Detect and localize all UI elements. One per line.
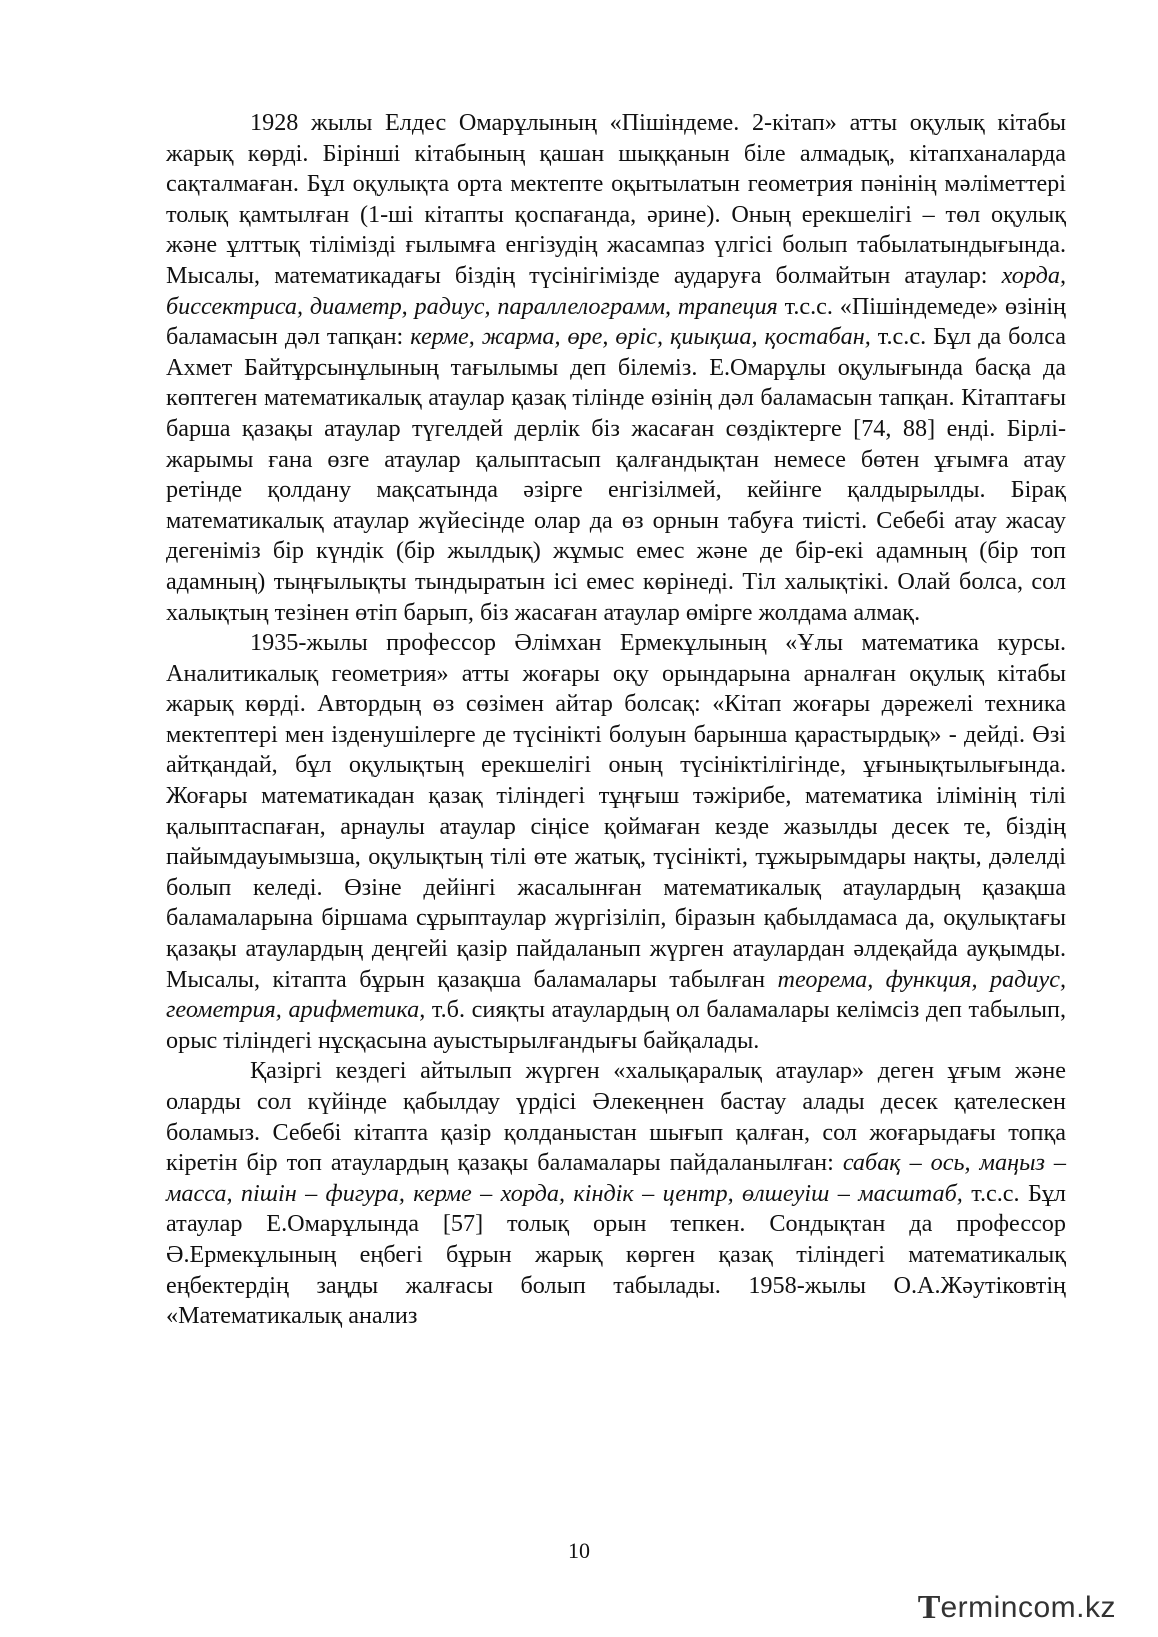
text-run: Қазіргі кездегі айтылып жүрген «халықаралық атаулар» деген ұғым және оларды сол күйінде қабылдау үрдісі Әлекеңнен бастау алады десек қателескен боламыз. Себебі кітапта қазір қолданыстан шығып қалған, сол жоғарыдағы топқа кіретін бір топ атаулардың қазақы баламалары пайдаланылған: xyxy=(166,1057,1066,1177)
italic-term-run: хорда, биссектриса, диаметр, радиус, параллелограмм, трапеция xyxy=(166,261,1066,320)
text-run: 1928 жылы Елдес Омарұлының «Пішіндеме. 2-кітап» атты оқулық кітабы жарық көрді. Бірінші кітабының қашан шыққанын біле алмадық, кітапханаларда сақталмаған. Бұл оқулықта орта мектепте оқытылатын геометрия пәнінің мәліметтері толық қамтылған (1-ші кітапты қоспағанда, әрине). Оның ерекшелігі – төл оқулық және ұлттық тілімізді ғылымға енгізудің жасампаз үлгісі болып табылатындығында. Мысалы, математикадағы біздің түсінігімізде аударуға болмайтын атаулар: xyxy=(166,109,1066,289)
document-body xyxy=(166,108,1066,1332)
paragraph-3 xyxy=(166,1056,1066,1331)
text-run: т.с.с. Бұл атаулар Е.Омарұлында [57] толық орын тепкен. Сондықтан да профессор Ә.Ермекұлының еңбегі бұрын жарық көрген қазақ тіліндегі математикалық еңбектердің заңды жалғасы болып табылады. 1958-жылы О.А.Жәутіковтің «Математикалық анализ xyxy=(166,1179,1066,1330)
text-run: т.б. сияқты атаулардың ол баламалары келімсіз деп табылып, орыс тіліндегі нұсқасына ауыстырылғандығы байқалады. xyxy=(166,996,1066,1054)
terminkom-logo xyxy=(918,1588,1116,1628)
logo-text: ermincom.kz xyxy=(940,1591,1116,1624)
italic-term-run: керме, жарма, өре, өріс, қиықша, қостабан, xyxy=(410,323,871,351)
italic-term-run: теорема, функция, радиус, геометрия, арифметика, xyxy=(166,965,1066,1024)
paragraph-2 xyxy=(166,628,1066,1056)
page-number: 10 xyxy=(568,1538,590,1563)
paragraph-1 xyxy=(166,108,1066,628)
text-run: т.с.с. «Пішіндемеде» өзінің баламасын дәл тапқан: xyxy=(166,292,1067,351)
italic-term-run: сабақ – ось, маңыз – масса, пішін – фигура, керме – хорда, кіндік – центр, өлшеуіш – масштаб, xyxy=(166,1149,1066,1207)
text-run: т.с.с. Бұл да болса Ахмет Байтұрсынұлының тағылымы деп білеміз. Е.Омарұлы оқулығында басқа да көптеген математикалық атаулар қазақ тілінде өзінің дәл баламасын тапқан. Кітаптағы барша қазақы атаулар түгелдей дерлік біз жасаған сөздіктерге [74, 88] енді. Бірлі-жарымы ғана өзге атаулар қалыптасып қалғандықтан немесе бөтен ұғымға атау ретінде қолдану мақсатында әзірге енгізілмей, кейінге қалдырылды. Бірақ математикалық атаулар жүйесінде олар да өз орнын табуға тиісті. Себебі атау жасау дегеніміз бір күндік (бір жылдық) жұмыс емес және де бір-екі адамның (бір топ адамның) тыңғылықты тындыратын ісі емес көрінеді. Тіл халықтікі. Олай болса, сол халықтың тезінен өтіп барып, біз жасаған атаулар өмірге жолдама алмақ. xyxy=(166,323,1067,626)
text-run: 1935-жылы профессор Әлімхан Ермекұлының «Ұлы математика курсы. Аналитикалық геометрия» атты жоғары оқу орындарына арналған оқулық кітабы жарық көрді. Автордың өз сөзімен айтар болсақ: «Кітап жоғары дәрежелі техника мектептері мен ізденушілерге де түсінікті болуын барынша қарастырдық» - дейді. Өзі айтқандай, бұл оқулықтың ерекшелігі оның түсініктілігінде, ұғынықтылығында. Жоғары математикадан қазақ тіліндегі тұңғыш тәжірибе, математика ілімінің тілі қалыптаспаған, арнаулы атаулар сіңісе қоймаған кезде жазылды десек те, біздің пайымдауымызша, оқулықтың тілі өте жатық, түсінікті, тұжырымдары нақты, дәлелді болып келеді. Өзіне дейінгі жасалынған математикалық атаулардың қазақша баламаларына біршама сұрыптаулар жүргізіліп, біразын қабылдамаса да, оқулықтағы қазақы атаулардың деңгейі қазір пайдаланып жүрген атаулардан әлдеқайда ауқымды. Мысалы, кітапта бұрын қазақша баламалары табылған xyxy=(166,629,1066,993)
logo-letter: T xyxy=(917,1589,941,1626)
